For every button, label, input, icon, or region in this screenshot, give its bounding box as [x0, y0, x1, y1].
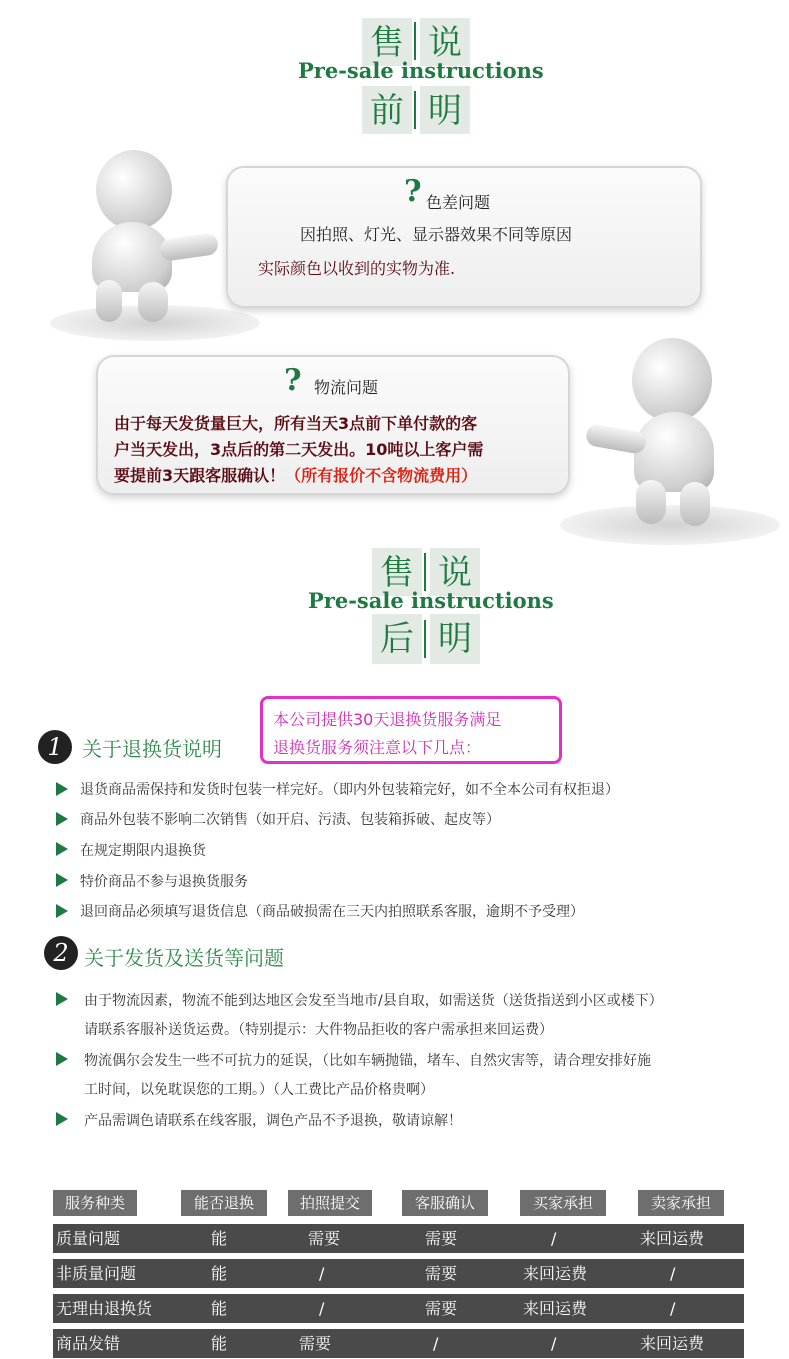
- bullet-arrow-icon: [56, 904, 68, 918]
- bubble-text-line: 因拍照、灯光、显示器效果不同等原因: [300, 225, 573, 244]
- table-cell: 需要: [299, 1334, 332, 1353]
- table-cell: 需要: [425, 1229, 458, 1248]
- table-cell: /: [670, 1299, 676, 1318]
- table-cell: 来回运费: [523, 1264, 588, 1283]
- table-cell: 商品发错: [56, 1334, 121, 1353]
- bubble-text-line: 户当天发出，3点后的第二天发出。10吨以上客户需: [114, 440, 484, 459]
- figure-shadow: [560, 505, 780, 545]
- table-row: [53, 1224, 744, 1253]
- notice-line: 本公司提供30天退换货服务满足: [273, 710, 502, 729]
- figure-leg: [636, 480, 666, 524]
- presale-char-bottom-right: 明: [420, 86, 470, 134]
- table-row: [53, 1294, 744, 1323]
- bullet-arrow-icon: [56, 873, 68, 887]
- table-header-cell: 服务种类: [53, 1190, 137, 1216]
- table-header-cell: 买家承担: [520, 1190, 606, 1216]
- aftersale-char-top-left: 售: [372, 548, 422, 596]
- table-cell: /: [319, 1264, 325, 1283]
- bullet-arrow-icon: [56, 1052, 68, 1066]
- bullet-arrow-icon: [56, 992, 68, 1006]
- table-cell: /: [670, 1264, 676, 1283]
- list-item: 特价商品不参与退换货服务: [80, 874, 248, 890]
- list-item: 产品需调色请联系在线客服，调色产品不予退换，敬请谅解！: [84, 1113, 462, 1129]
- title-separator: [414, 22, 416, 60]
- logistics-bubble: [96, 355, 570, 495]
- table-cell: /: [551, 1229, 557, 1248]
- bubble-text-line: 由于每天发货量巨大，所有当天3点前下单付款的客: [114, 414, 478, 433]
- presale-char-bottom-left: 前: [362, 86, 412, 134]
- table-header-cell: 卖家承担: [638, 1190, 724, 1216]
- table-header-cell: 客服确认: [402, 1190, 488, 1216]
- section-number-badge: 2: [44, 936, 78, 970]
- table-cell: 需要: [425, 1264, 458, 1283]
- aftersale-char-bottom-left: 后: [372, 614, 422, 664]
- list-item: 请联系客服补送货运费。（特别提示：大件物品拒收的客户需承担来回运费）: [84, 1022, 553, 1038]
- presale-char-top-right: 说: [420, 18, 470, 66]
- figure-head: [96, 150, 172, 230]
- aftersale-char-top-right: 说: [430, 548, 480, 596]
- figure-arm: [159, 232, 219, 262]
- table-row: [53, 1259, 744, 1288]
- bubble-title: 物流问题: [314, 378, 379, 397]
- list-item: 在规定期限内退换货: [80, 843, 206, 859]
- notice-box: [260, 696, 562, 764]
- table-cell: 来回运费: [640, 1334, 705, 1353]
- list-item: 商品外包装不影响二次销售（如开启、污渍、包装箱拆破、起皮等）: [80, 812, 500, 828]
- table-cell: 能: [211, 1229, 228, 1248]
- bullet-arrow-icon: [56, 812, 68, 826]
- aftersale-char-bottom-right: 明: [430, 614, 480, 664]
- presale-english: Pre-sale instructions: [298, 58, 544, 83]
- figure-head: [632, 338, 712, 422]
- title-separator: [414, 91, 416, 129]
- notice-line: 退换货服务须注意以下几点：: [273, 738, 482, 757]
- color-difference-bubble: [226, 166, 702, 308]
- title-separator: [424, 553, 426, 591]
- table-cell: 来回运费: [523, 1299, 588, 1318]
- bullet-arrow-icon: [56, 782, 68, 796]
- list-item: 物流偶尔会发生一些不可抗力的延误，（比如车辆抛锚，堵车、自然灾害等，请合理安排好施: [84, 1053, 651, 1069]
- question-mark-icon: ?: [284, 363, 302, 398]
- table-cell: 需要: [308, 1229, 341, 1248]
- table-row: [53, 1329, 744, 1358]
- figure-leg: [96, 280, 122, 322]
- table-cell: /: [551, 1334, 557, 1353]
- table-cell: 能: [211, 1264, 228, 1283]
- table-cell: 来回运费: [640, 1229, 705, 1248]
- bullet-arrow-icon: [56, 1112, 68, 1126]
- list-item: 退回商品必须填写退货信息（商品破损需在三天内拍照联系客服，逾期不予受理）: [80, 904, 584, 920]
- figure-arm: [585, 423, 648, 455]
- table-cell: 能: [211, 1299, 228, 1318]
- table-cell: 非质量问题: [56, 1264, 137, 1283]
- bubble-text-line: [114, 463, 477, 486]
- table-cell: 需要: [425, 1299, 458, 1318]
- list-item: 由于物流因素，物流不能到达地区会发至当地市/县自取，如需送货（送货指送到小区或楼下）: [84, 993, 663, 1009]
- presale-char-top-left: 售: [362, 18, 412, 66]
- bubble-title: 色差问题: [426, 193, 491, 212]
- section-title: 关于退换货说明: [82, 737, 222, 761]
- table-cell: 质量问题: [56, 1229, 121, 1248]
- aftersale-english: Pre-sale instructions: [308, 588, 554, 613]
- list-item: 工时间，以免耽误您的工期。）（人工费比产品价格贵啊）: [84, 1082, 434, 1098]
- table-header-cell: 能否退换: [181, 1190, 267, 1216]
- table-cell: /: [433, 1334, 439, 1353]
- table-cell: /: [319, 1299, 325, 1318]
- list-item: 退货商品需保持和发货时包装一样完好。（即内外包装箱完好，如不全本公司有权拒退）: [80, 782, 619, 798]
- table-header-cell: 拍照提交: [288, 1190, 372, 1216]
- figure-leg: [680, 482, 710, 526]
- figure-leg: [138, 282, 168, 322]
- bubble-text-highlight: （所有报价不含物流费用）: [285, 466, 478, 485]
- bullet-arrow-icon: [56, 842, 68, 856]
- section-number-badge: 1: [38, 730, 72, 764]
- title-separator: [424, 620, 426, 658]
- question-mark-icon: ?: [404, 174, 422, 209]
- table-cell: 能: [211, 1334, 228, 1353]
- bubble-text-line: 实际颜色以收到的实物为准.: [258, 259, 456, 278]
- table-cell: 无理由退换货: [56, 1299, 153, 1318]
- bubble-text-part: 要提前3天跟客服确认！: [114, 466, 286, 485]
- section-title: 关于发货及送货等问题: [84, 946, 284, 970]
